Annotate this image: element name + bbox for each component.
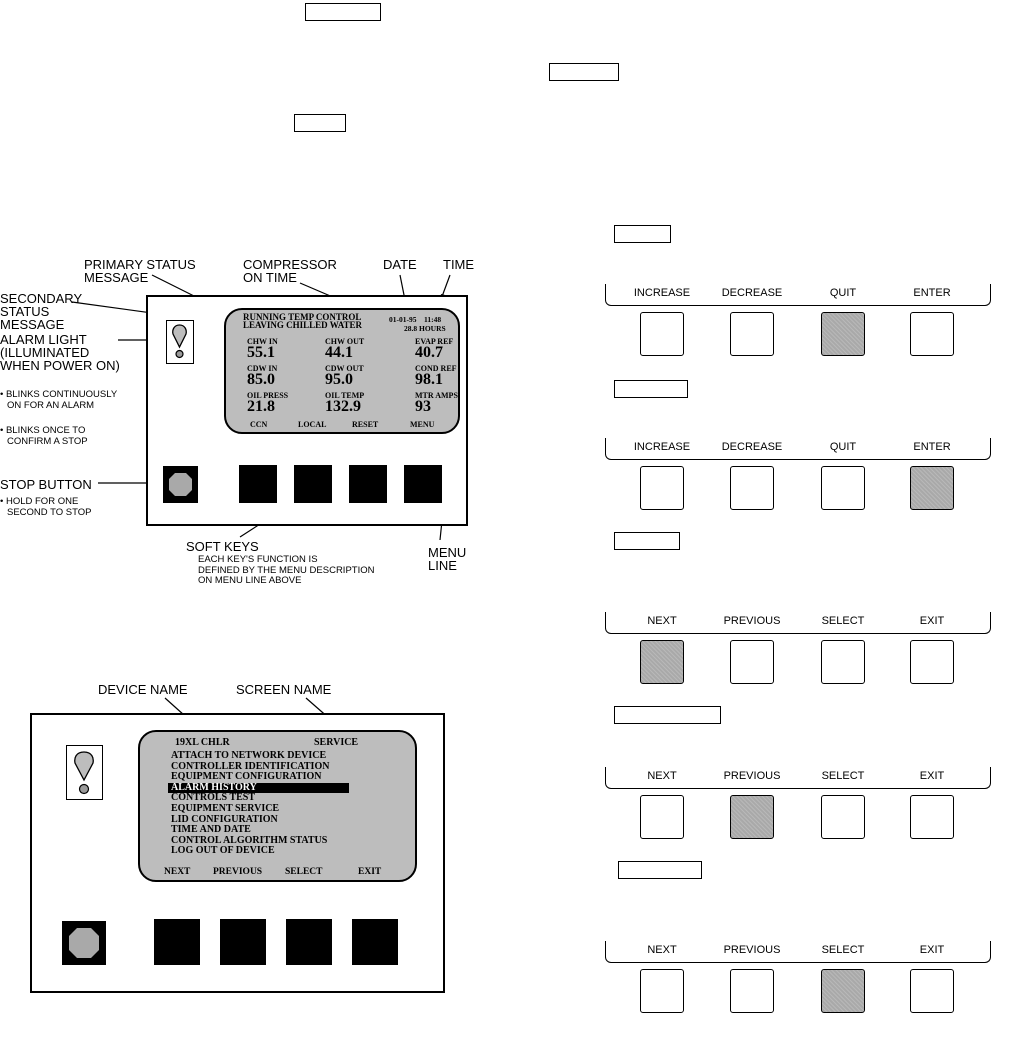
service-menu-exit: EXIT bbox=[358, 867, 382, 877]
key-strip-label: EXIT bbox=[919, 770, 945, 782]
key-strip-label: PREVIOUS bbox=[723, 615, 781, 627]
service-menu-item[interactable]: CONTROLLER IDENTIFICATION bbox=[171, 760, 330, 772]
soft-key-4[interactable] bbox=[352, 919, 398, 965]
soft-key-pressed[interactable] bbox=[640, 640, 684, 684]
key-strip-label: INCREASE bbox=[633, 441, 691, 453]
lcd-point-label: OIL TEMP bbox=[325, 391, 365, 400]
inline-key-box bbox=[614, 532, 680, 550]
status-menu-menu: MENU bbox=[410, 420, 435, 429]
soft-key[interactable] bbox=[821, 795, 865, 839]
key-strip-label: DECREASE bbox=[721, 287, 783, 299]
soft-key-pressed[interactable] bbox=[730, 795, 774, 839]
screen-name-callout: SCREEN NAME bbox=[236, 682, 332, 697]
service-menu-select: SELECT bbox=[285, 867, 323, 877]
lcd-point-value: 55.1 bbox=[247, 344, 275, 361]
soft-key[interactable] bbox=[910, 312, 954, 356]
soft-key[interactable] bbox=[730, 969, 774, 1013]
inline-key-box bbox=[614, 225, 671, 243]
stop-button[interactable] bbox=[62, 921, 106, 965]
compressor-on-time-callout: COMPRESSOR ON TIME bbox=[243, 257, 337, 285]
lcd-point-value: 21.8 bbox=[247, 398, 275, 415]
lcd-point-value: 132.9 bbox=[325, 398, 361, 415]
key-strip-label: ENTER bbox=[913, 441, 951, 453]
key-strip-label: SELECT bbox=[821, 615, 865, 627]
lcd-point-value: 98.1 bbox=[415, 371, 443, 388]
lcd-point-label: MTR AMPS bbox=[415, 391, 458, 400]
lcd-point-label: EVAP REF bbox=[415, 337, 454, 346]
soft-key[interactable] bbox=[730, 312, 774, 356]
service-alarm-light bbox=[66, 745, 103, 800]
alarm-light-icon bbox=[67, 746, 101, 798]
service-menu-item[interactable]: EQUIPMENT SERVICE bbox=[171, 803, 280, 814]
lcd-point-value: 93 bbox=[415, 398, 431, 415]
soft-key[interactable] bbox=[910, 795, 954, 839]
soft-key[interactable] bbox=[730, 640, 774, 684]
soft-key[interactable] bbox=[910, 640, 954, 684]
service-menu-item[interactable]: LID CONFIGURATION bbox=[171, 813, 278, 825]
soft-key[interactable] bbox=[640, 466, 684, 510]
service-menu-item[interactable]: CONTROLS TEST bbox=[171, 792, 256, 804]
device-name-callout: DEVICE NAME bbox=[98, 682, 188, 697]
service-menu-next: NEXT bbox=[164, 867, 191, 877]
primary-status-callout: PRIMARY STATUS MESSAGE bbox=[84, 257, 196, 285]
key-strip-label: EXIT bbox=[919, 944, 945, 956]
stop-button-notes: • HOLD FOR ONE SECOND TO STOP bbox=[0, 496, 92, 518]
key-strip-label: PREVIOUS bbox=[723, 944, 781, 956]
lcd-point-label: OIL PRESS bbox=[247, 391, 289, 400]
secondary-status-message: LEAVING CHILLED WATER bbox=[243, 320, 363, 330]
soft-key[interactable] bbox=[730, 466, 774, 510]
menu-line-callout: MENU LINE bbox=[428, 545, 467, 573]
lcd-point-value: 85.0 bbox=[247, 371, 275, 388]
stop-button-callout: STOP BUTTON bbox=[0, 477, 92, 492]
lcd-point-label: COND REF bbox=[415, 364, 457, 373]
soft-key-2[interactable] bbox=[220, 919, 266, 965]
soft-key[interactable] bbox=[640, 312, 684, 356]
compressor-on-time: 28.8 HOURS bbox=[404, 324, 446, 333]
service-menu-item[interactable]: ATTACH TO NETWORK DEVICE bbox=[171, 750, 327, 761]
screen-name: SERVICE bbox=[314, 737, 359, 748]
lcd-point-value: 44.1 bbox=[325, 344, 353, 361]
soft-key[interactable] bbox=[821, 640, 865, 684]
service-menu-item[interactable]: TIME AND DATE bbox=[171, 824, 251, 836]
key-strip-label: SELECT bbox=[821, 944, 865, 956]
soft-key-pressed[interactable] bbox=[821, 312, 865, 356]
lcd-time: 11:48 bbox=[424, 315, 442, 324]
status-menu-reset: RESET bbox=[352, 420, 379, 429]
key-strip-label: DECREASE bbox=[721, 441, 783, 453]
key-strip-label: ENTER bbox=[913, 287, 951, 299]
soft-key[interactable] bbox=[910, 969, 954, 1013]
lcd-point-label: CHW IN bbox=[247, 337, 278, 346]
primary-status-message: RUNNING TEMP CONTROL bbox=[243, 312, 362, 322]
device-name: 19XL CHLR bbox=[175, 737, 230, 748]
lcd-point-label: CDW OUT bbox=[325, 364, 364, 373]
status-menu-local: LOCAL bbox=[298, 420, 327, 429]
service-menu-item[interactable]: LOG OUT OF DEVICE bbox=[171, 845, 275, 857]
soft-key[interactable] bbox=[640, 795, 684, 839]
service-menu-item[interactable]: EQUIPMENT CONFIGURATION bbox=[171, 771, 322, 783]
stop-octagon-icon bbox=[62, 921, 106, 965]
key-strip-label: NEXT bbox=[647, 615, 677, 627]
key-strip-label: EXIT bbox=[919, 615, 945, 627]
key-strip-label: PREVIOUS bbox=[723, 770, 781, 782]
key-strip-label: QUIT bbox=[829, 287, 857, 299]
date-callout: DATE bbox=[383, 257, 417, 272]
lcd-point-label: CDW IN bbox=[247, 364, 278, 373]
inline-key-box bbox=[614, 380, 688, 398]
soft-key-pressed[interactable] bbox=[821, 969, 865, 1013]
lcd-point-value: 40.7 bbox=[415, 344, 443, 361]
inline-key-box bbox=[618, 861, 702, 879]
soft-key-3[interactable] bbox=[286, 919, 332, 965]
key-strip-label: QUIT bbox=[829, 441, 857, 453]
service-menu-item-highlighted[interactable]: ALARM HISTORY bbox=[168, 783, 349, 794]
soft-key[interactable] bbox=[640, 969, 684, 1013]
lcd-date: 01-01-95 bbox=[389, 315, 417, 324]
time-callout: TIME bbox=[443, 257, 475, 272]
inline-key-box bbox=[614, 706, 721, 724]
secondary-status-callout: SECONDARY STATUS MESSAGE bbox=[0, 291, 83, 332]
soft-keys-callout: SOFT KEYS bbox=[186, 539, 259, 554]
service-menu-item[interactable]: CONTROL ALGORITHM STATUS bbox=[171, 834, 328, 846]
soft-keys-note: EACH KEY'S FUNCTION IS DEFINED BY THE MENU DESCRIPTION ON MENU LINE ABOVE bbox=[198, 554, 375, 586]
soft-key-pressed[interactable] bbox=[910, 466, 954, 510]
lcd-point-label: CHW OUT bbox=[325, 337, 365, 346]
alarm-light-callout: ALARM LIGHT (ILLUMINATED WHEN POWER ON) bbox=[0, 332, 120, 373]
key-strip-label: SELECT bbox=[821, 770, 865, 782]
key-strip-label: INCREASE bbox=[633, 287, 691, 299]
key-strip-label: NEXT bbox=[647, 770, 677, 782]
status-menu-ccn: CCN bbox=[250, 420, 268, 429]
alarm-light-notes: • BLINKS CONTINUOUSLY ON FOR AN ALARM • BLINKS ONCE TO CONFIRM A STOP bbox=[0, 389, 118, 447]
soft-key-1[interactable] bbox=[154, 919, 200, 965]
lcd-point-value: 95.0 bbox=[325, 371, 353, 388]
key-strip-label: NEXT bbox=[647, 944, 677, 956]
service-menu-previous: PREVIOUS bbox=[213, 867, 263, 877]
soft-key[interactable] bbox=[821, 466, 865, 510]
